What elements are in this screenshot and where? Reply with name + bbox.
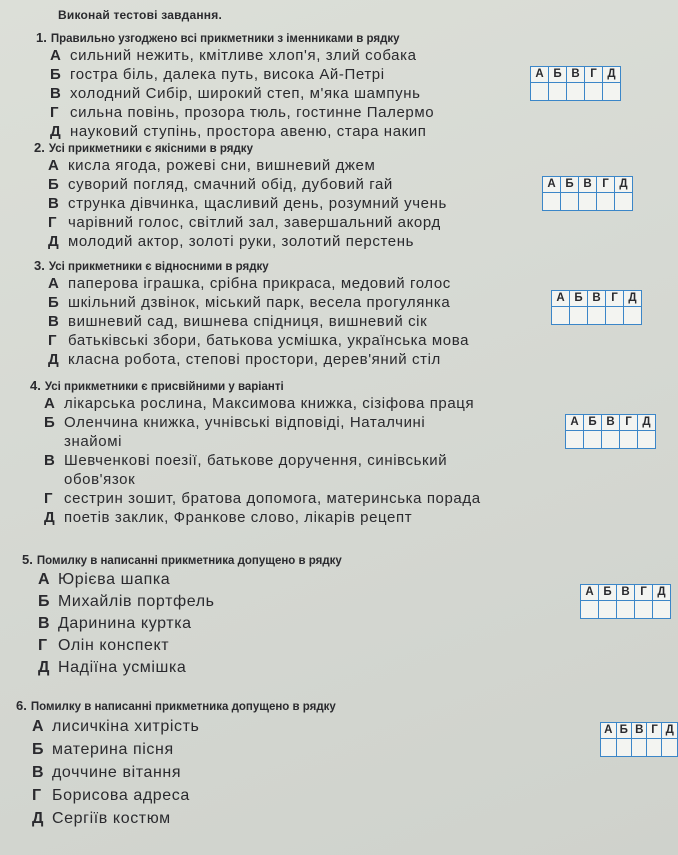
option-e bbox=[44, 508, 560, 527]
answer-cell[interactable] bbox=[585, 83, 603, 101]
answer-grid-1 bbox=[530, 66, 621, 101]
option-d bbox=[32, 784, 336, 807]
option-d bbox=[38, 635, 342, 657]
answer-grid-5 bbox=[580, 584, 671, 619]
option-letter: Д bbox=[38, 659, 50, 676]
option-letter: Г bbox=[48, 332, 57, 349]
option-letter: Д bbox=[48, 233, 59, 250]
answer-cell[interactable] bbox=[599, 601, 617, 619]
question-5 bbox=[22, 552, 342, 679]
option-continuation: знайомі bbox=[64, 433, 123, 450]
answer-cell[interactable] bbox=[584, 431, 602, 449]
answer-letter: Б bbox=[584, 415, 602, 431]
option-letter: В bbox=[38, 615, 50, 632]
answer-grid-4 bbox=[565, 414, 656, 449]
answer-letter: Д bbox=[603, 67, 621, 83]
option-d bbox=[44, 489, 560, 508]
option-c bbox=[50, 84, 434, 103]
option-text: холодний Сибір, широкий степ, м'яка шампунь bbox=[70, 85, 421, 102]
answer-letter: Г bbox=[585, 67, 603, 83]
question-title bbox=[36, 30, 434, 45]
answer-cell[interactable] bbox=[552, 307, 570, 325]
option-text: шкільний дзвінок, міський парк, весела прогулянка bbox=[68, 294, 451, 311]
option-e bbox=[50, 122, 434, 141]
option-a bbox=[48, 274, 469, 293]
answer-letter: В bbox=[567, 67, 585, 83]
option-letter: А bbox=[44, 395, 55, 412]
option-c bbox=[32, 761, 336, 784]
option-letter: В bbox=[44, 452, 55, 469]
question-number: 3. bbox=[34, 258, 45, 273]
answer-cell[interactable] bbox=[606, 307, 624, 325]
option-letter: Б bbox=[50, 66, 61, 83]
option-text: доччине вітання bbox=[52, 764, 182, 781]
answer-grid-6 bbox=[600, 722, 678, 757]
option-text: Оленчина книжка, учнівські відповіді, Наталчині bbox=[64, 414, 426, 431]
answer-letter: А bbox=[601, 723, 617, 739]
option-letter: Д bbox=[48, 351, 59, 368]
option-letter: А bbox=[48, 275, 59, 292]
question-title bbox=[30, 378, 560, 393]
answer-cell[interactable] bbox=[631, 739, 647, 757]
option-text: Борисова адреса bbox=[52, 787, 190, 804]
option-letter: В bbox=[50, 85, 61, 102]
answer-letter: Б bbox=[561, 177, 579, 193]
answer-cell[interactable] bbox=[616, 739, 631, 757]
option-letter: Г bbox=[38, 637, 48, 654]
answer-cell[interactable] bbox=[567, 83, 585, 101]
option-letter: А bbox=[32, 718, 44, 735]
option-text: сильний нежить, кмітливе хлоп'я, злий собака bbox=[70, 47, 417, 64]
option-a bbox=[48, 156, 447, 175]
question-text: Помилку в написанні прикметника допущено в рядку bbox=[30, 701, 336, 713]
option-text: батьківські збори, батькова усмішка, українська мова bbox=[68, 332, 470, 349]
question-text: Правильно узгоджено всі прикметники з іменниками в рядку bbox=[50, 33, 400, 45]
answer-letter: В bbox=[631, 723, 647, 739]
question-title bbox=[22, 552, 342, 567]
option-text: Михайлів портфель bbox=[58, 593, 215, 610]
answer-grid-3 bbox=[551, 290, 642, 325]
answer-cell[interactable] bbox=[561, 193, 579, 211]
question-1 bbox=[36, 30, 434, 141]
answer-letter: Г bbox=[647, 723, 662, 739]
option-letter: В bbox=[32, 764, 44, 781]
answer-letter: Г bbox=[620, 415, 638, 431]
question-title bbox=[34, 140, 447, 155]
answer-letter: А bbox=[552, 291, 570, 307]
option-text: вишневий сад, вишнева спідниця, вишневий сік bbox=[68, 313, 428, 330]
answer-letter: А bbox=[581, 585, 599, 601]
answer-cell[interactable] bbox=[617, 601, 635, 619]
answer-cell[interactable] bbox=[531, 83, 549, 101]
question-number: 5. bbox=[22, 552, 33, 567]
option-text: молодий актор, золоті руки, золотий перстень bbox=[68, 233, 415, 250]
answer-letter: Б bbox=[616, 723, 631, 739]
option-b bbox=[48, 175, 447, 194]
option-letter: А bbox=[48, 157, 59, 174]
option-text: Надіїна усмішка bbox=[58, 659, 187, 676]
question-number: 6. bbox=[16, 698, 27, 713]
answer-cell[interactable] bbox=[601, 739, 617, 757]
option-letter: Б bbox=[48, 176, 59, 193]
answer-grid-2 bbox=[542, 176, 633, 211]
option-text: класна робота, степові простори, дерев'яний стіл bbox=[68, 351, 441, 368]
option-text: Юрієва шапка bbox=[58, 571, 171, 588]
option-letter: Д bbox=[44, 509, 55, 526]
question-text: Помилку в написанні прикметника допущено в рядку bbox=[36, 555, 342, 567]
answer-letter: Г bbox=[635, 585, 653, 601]
answer-letter: Г bbox=[606, 291, 624, 307]
option-text: чарівний голос, світлий зал, завершальний акорд bbox=[68, 214, 441, 231]
answer-cell[interactable] bbox=[615, 193, 633, 211]
question-number: 2. bbox=[34, 140, 45, 155]
answer-cell[interactable] bbox=[647, 739, 662, 757]
answer-cell[interactable] bbox=[624, 307, 642, 325]
answer-cell[interactable] bbox=[635, 601, 653, 619]
answer-letter: Б bbox=[599, 585, 617, 601]
answer-cell[interactable] bbox=[579, 193, 597, 211]
page-instruction: Виконай тестові завдання. bbox=[58, 8, 222, 22]
option-b bbox=[44, 413, 560, 432]
option-text: гостра біль, далека путь, висока Ай-Петрі bbox=[70, 66, 385, 83]
option-text: Даринина куртка bbox=[58, 615, 192, 632]
option-text: суворий погляд, смачний обід, дубовий гай bbox=[68, 176, 393, 193]
option-d bbox=[48, 331, 469, 350]
option-letter: Г bbox=[32, 787, 42, 804]
question-number: 4. bbox=[30, 378, 41, 393]
option-text: кисла ягода, рожеві сни, вишневий джем bbox=[68, 157, 376, 174]
option-text: сильна повінь, прозора тюль, гостинне Палермо bbox=[70, 104, 435, 121]
option-text: материна пісня bbox=[52, 741, 174, 758]
answer-letter: А bbox=[543, 177, 561, 193]
option-text: Шевченкові поезії, батькове доручення, синівський bbox=[64, 452, 448, 469]
option-text: сестрин зошит, братова допомога, материнська порада bbox=[64, 490, 481, 507]
option-b bbox=[32, 738, 336, 761]
answer-letter: Д bbox=[662, 723, 678, 739]
option-e bbox=[48, 350, 469, 369]
answer-letter: В bbox=[588, 291, 606, 307]
option-letter: Б bbox=[32, 741, 44, 758]
option-letter: А bbox=[38, 571, 50, 588]
option-d bbox=[48, 213, 447, 232]
option-a bbox=[32, 715, 336, 738]
option-text: поетів заклик, Франкове слово, лікарів рецепт bbox=[64, 509, 413, 526]
option-a bbox=[38, 569, 342, 591]
option-text: лікарська рослина, Максимова книжка, сізіфова праця bbox=[64, 395, 475, 412]
option-text: Олін конспект bbox=[58, 637, 170, 654]
answer-letter: Д bbox=[653, 585, 671, 601]
option-letter: Д bbox=[50, 123, 61, 140]
answer-cell[interactable] bbox=[653, 601, 671, 619]
option-c bbox=[38, 613, 342, 635]
answer-cell[interactable] bbox=[638, 431, 656, 449]
option-d bbox=[50, 103, 434, 122]
answer-letter: В bbox=[602, 415, 620, 431]
question-text: Усі прикметники є присвійними у варіанті bbox=[44, 381, 284, 393]
answer-cell[interactable] bbox=[620, 431, 638, 449]
option-b bbox=[48, 293, 469, 312]
option-continuation: обов'язок bbox=[64, 471, 136, 488]
option-e bbox=[38, 657, 342, 679]
answer-cell[interactable] bbox=[588, 307, 606, 325]
answer-cell[interactable] bbox=[570, 307, 588, 325]
answer-letter: Б bbox=[549, 67, 567, 83]
answer-letter: Б bbox=[570, 291, 588, 307]
option-b bbox=[38, 591, 342, 613]
answer-letter: В bbox=[617, 585, 635, 601]
answer-cell[interactable] bbox=[566, 431, 584, 449]
answer-cell[interactable] bbox=[543, 193, 561, 211]
option-letter: Б bbox=[44, 414, 55, 431]
question-4 bbox=[30, 378, 560, 527]
option-c bbox=[48, 194, 447, 213]
option-letter: А bbox=[50, 47, 61, 64]
option-text: паперова іграшка, срібна прикраса, медовий голос bbox=[68, 275, 451, 292]
question-number: 1. bbox=[36, 30, 47, 45]
answer-letter: Г bbox=[597, 177, 615, 193]
question-title bbox=[16, 698, 336, 713]
question-text: Усі прикметники є відносними в рядку bbox=[48, 261, 269, 273]
question-title bbox=[34, 258, 469, 273]
option-c bbox=[44, 451, 560, 470]
answer-cell[interactable] bbox=[603, 83, 621, 101]
answer-letter: Д bbox=[638, 415, 656, 431]
answer-letter: А bbox=[531, 67, 549, 83]
option-letter: Г bbox=[48, 214, 57, 231]
option-letter: В bbox=[48, 195, 59, 212]
option-a bbox=[50, 46, 434, 65]
answer-letter: В bbox=[579, 177, 597, 193]
question-2 bbox=[34, 140, 447, 251]
answer-letter: Д bbox=[615, 177, 633, 193]
option-b bbox=[50, 65, 434, 84]
option-a bbox=[44, 394, 560, 413]
option-e bbox=[48, 232, 447, 251]
answer-cell[interactable] bbox=[662, 739, 678, 757]
answer-letter: Д bbox=[624, 291, 642, 307]
option-text: струнка дівчинка, щасливий день, розумний учень bbox=[68, 195, 447, 212]
answer-cell[interactable] bbox=[602, 431, 620, 449]
option-c bbox=[48, 312, 469, 331]
question-text: Усі прикметники є якісними в рядку bbox=[48, 143, 253, 155]
option-e bbox=[32, 807, 336, 830]
answer-letter: А bbox=[566, 415, 584, 431]
answer-cell[interactable] bbox=[597, 193, 615, 211]
option-text: лисичкіна хитрість bbox=[52, 718, 200, 735]
answer-cell[interactable] bbox=[581, 601, 599, 619]
option-letter: Б bbox=[48, 294, 59, 311]
option-text: науковий ступінь, простора авеню, стара накип bbox=[70, 123, 427, 140]
question-3 bbox=[34, 258, 469, 369]
answer-cell[interactable] bbox=[549, 83, 567, 101]
option-letter: Г bbox=[44, 490, 53, 507]
option-text: Сергіїв костюм bbox=[52, 810, 171, 827]
option-letter: Б bbox=[38, 593, 50, 610]
question-6 bbox=[16, 698, 336, 830]
option-letter: Г bbox=[50, 104, 59, 121]
option-letter: В bbox=[48, 313, 59, 330]
option-letter: Д bbox=[32, 810, 44, 827]
